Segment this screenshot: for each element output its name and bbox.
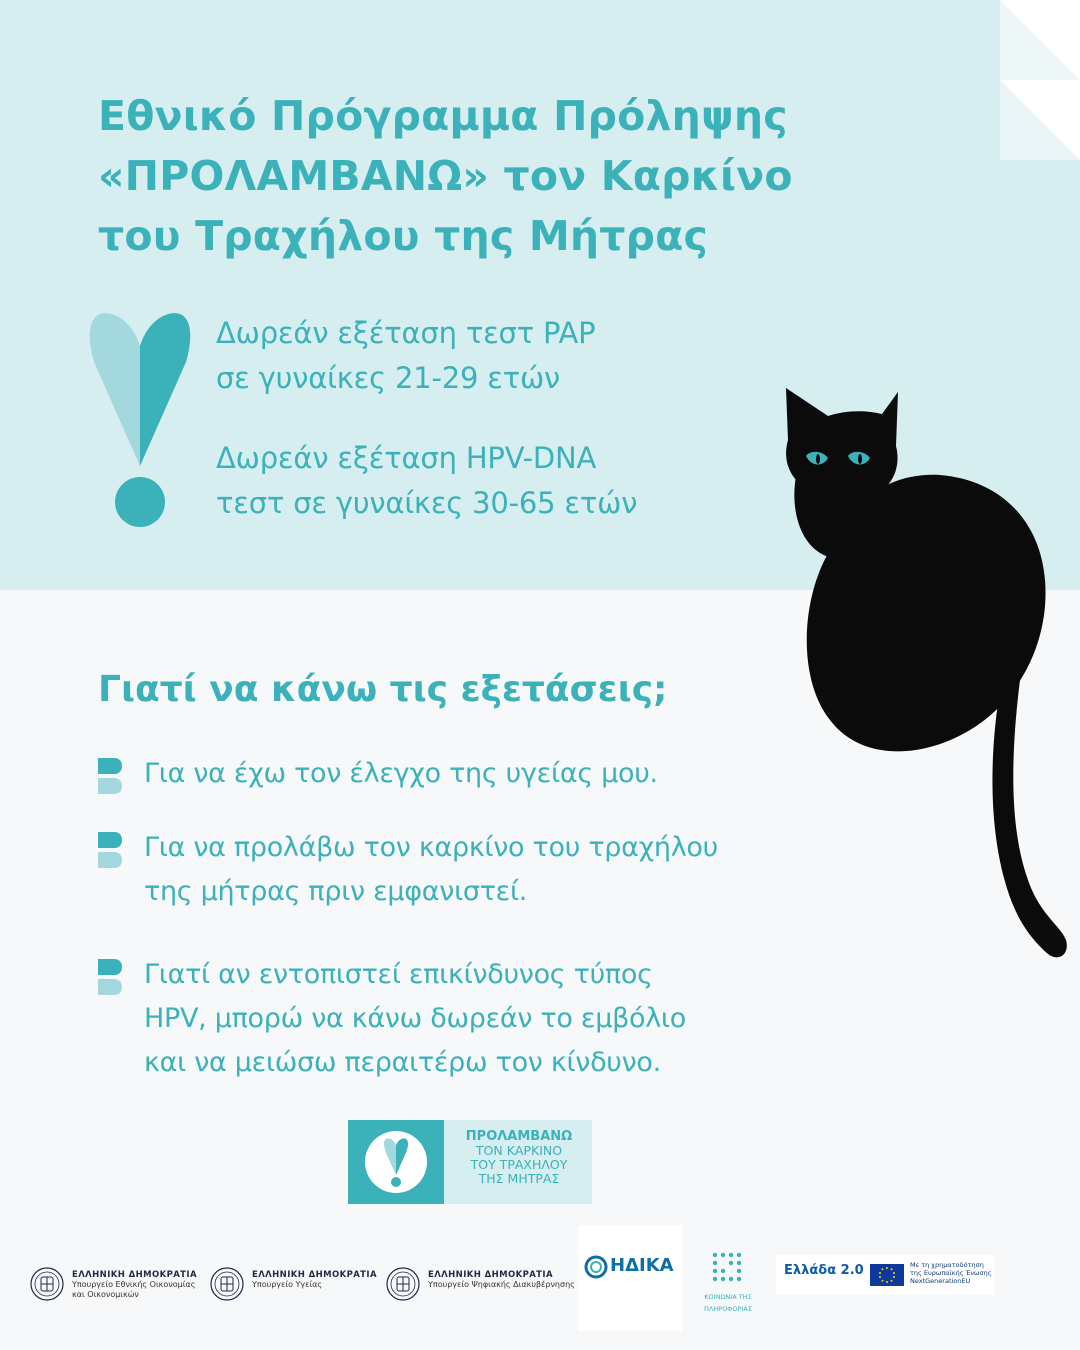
ministry-name: Υπουργείο Υγείας bbox=[252, 1280, 323, 1289]
information-society-logo bbox=[700, 1251, 756, 1341]
campaign-logo bbox=[348, 1120, 592, 1204]
offer-line: σε γυναίκες 21-29 ετών bbox=[216, 361, 561, 395]
idika-logo bbox=[578, 1225, 682, 1331]
campaign-logo-line: ΤΗΣ ΜΗΤΡΑΣ bbox=[478, 1171, 560, 1186]
eu-flag-icon bbox=[870, 1264, 904, 1286]
greek-coat-of-arms-icon bbox=[210, 1267, 244, 1301]
eu-funding-line: της Ευρωπαϊκής Ένωσης bbox=[910, 1269, 992, 1277]
republic-label: ΕΛΛΗΝΙΚΗ ΔΗΜΟΚΡΑΤΙΑ bbox=[252, 1270, 377, 1280]
reason-line: της μήτρας πριν εμφανιστεί. bbox=[144, 876, 528, 907]
idika-swirl-icon bbox=[584, 1255, 608, 1279]
reason-text bbox=[144, 953, 686, 1085]
bullet-icon bbox=[96, 756, 124, 796]
ministry-logo-digital-governance bbox=[386, 1267, 575, 1301]
ministry-logo-health bbox=[210, 1267, 377, 1301]
campaign-logo-line: ΤΟΝ ΚΑΡΚΙΝΟ bbox=[475, 1143, 563, 1158]
reason-text bbox=[144, 752, 658, 796]
republic-label: ΕΛΛΗΝΙΚΗ ΔΗΜΟΚΡΑΤΙΑ bbox=[72, 1270, 197, 1280]
reason-item bbox=[96, 953, 686, 1085]
campaign-logo-text bbox=[444, 1120, 584, 1204]
reason-line: Για να προλάβω τον καρκίνο του τραχήλου bbox=[144, 832, 718, 863]
reason-line: Γιατί αν εντοπιστεί επικίνδυνος τύπος bbox=[144, 959, 653, 990]
reason-line: HPV, μπορώ να κάνω δωρεάν το εμβόλιο bbox=[144, 1003, 686, 1034]
ministry-name: Υπουργείο Εθνικής Οικονομίας bbox=[72, 1280, 196, 1289]
greek-coat-of-arms-icon bbox=[386, 1267, 420, 1301]
campaign-logo-line: ΤΟΥ ΤΡΑΧΗΛΟΥ bbox=[470, 1157, 568, 1172]
headline-line: Εθνικό Πρόγραμμα Πρόληψης bbox=[98, 92, 788, 140]
headline-line: «ΠΡΟΛΑΜΒΑΝΩ» τον Καρκίνο bbox=[98, 152, 793, 200]
ministry-name: και Οικονομικών bbox=[72, 1290, 139, 1299]
idika-name: ΗΔΙΚΑ bbox=[610, 1255, 674, 1276]
eu-funding-line: Με τη χρηματοδότηση bbox=[910, 1261, 984, 1269]
reason-item bbox=[96, 826, 718, 914]
eu-funding-strip bbox=[776, 1255, 994, 1295]
headline-line: του Τραχήλου της Μήτρας bbox=[98, 212, 708, 260]
ministry-text bbox=[428, 1270, 575, 1290]
greece-2-0-logo: Ελλάδα 2.0 bbox=[784, 1263, 864, 1278]
why-heading: Γιατί να κάνω τις εξετάσεις; bbox=[98, 669, 668, 710]
reason-line: Για να έχω τον έλεγχο της υγείας μου. bbox=[144, 758, 658, 789]
reason-item bbox=[96, 752, 658, 796]
reason-line: και να μειώσω περαιτέρω τον κίνδυνο. bbox=[144, 1047, 661, 1078]
campaign-logo-line: ΠΡΟΛΑΜΒΑΝΩ bbox=[465, 1129, 573, 1144]
ministry-text bbox=[72, 1270, 197, 1300]
exclamation-icon bbox=[363, 1129, 429, 1195]
bullet-icon bbox=[96, 957, 124, 997]
campaign-logo-icon-box bbox=[348, 1120, 444, 1204]
dots-grid-icon bbox=[711, 1251, 745, 1285]
greek-coat-of-arms-icon bbox=[30, 1267, 64, 1301]
exclamation-icon bbox=[88, 306, 192, 536]
ministry-text bbox=[252, 1270, 377, 1290]
reason-text bbox=[144, 826, 718, 914]
republic-label: ΕΛΛΗΝΙΚΗ ΔΗΜΟΚΡΑΤΙΑ bbox=[428, 1270, 553, 1280]
footer-logos bbox=[0, 1225, 1080, 1350]
offer-pap-test bbox=[216, 311, 595, 401]
offer-line: Δωρεάν εξέταση HPV-DNA bbox=[216, 441, 597, 475]
ministry-logo-economy bbox=[30, 1267, 197, 1301]
black-cat-illustration bbox=[770, 380, 1070, 970]
eu-funding-line: NextGenerationEU bbox=[910, 1277, 971, 1285]
eu-funding-text bbox=[910, 1261, 992, 1285]
offer-hpv-dna-test bbox=[216, 436, 637, 526]
offer-line: τεστ σε γυναίκες 30-65 ετών bbox=[216, 486, 638, 520]
offer-line: Δωρεάν εξέταση τεστ PAP bbox=[216, 316, 596, 350]
information-society-caption: ΠΛΗΡΟΦΟΡΙΑΣ bbox=[704, 1305, 752, 1313]
ministry-name: Υπουργείο Ψηφιακής Διακυβέρνησης bbox=[428, 1280, 575, 1289]
information-society-caption: ΚΟΙΝΩΝΙΑ ΤΗΣ bbox=[704, 1293, 752, 1301]
headline bbox=[98, 86, 958, 266]
bullet-icon bbox=[96, 830, 124, 870]
